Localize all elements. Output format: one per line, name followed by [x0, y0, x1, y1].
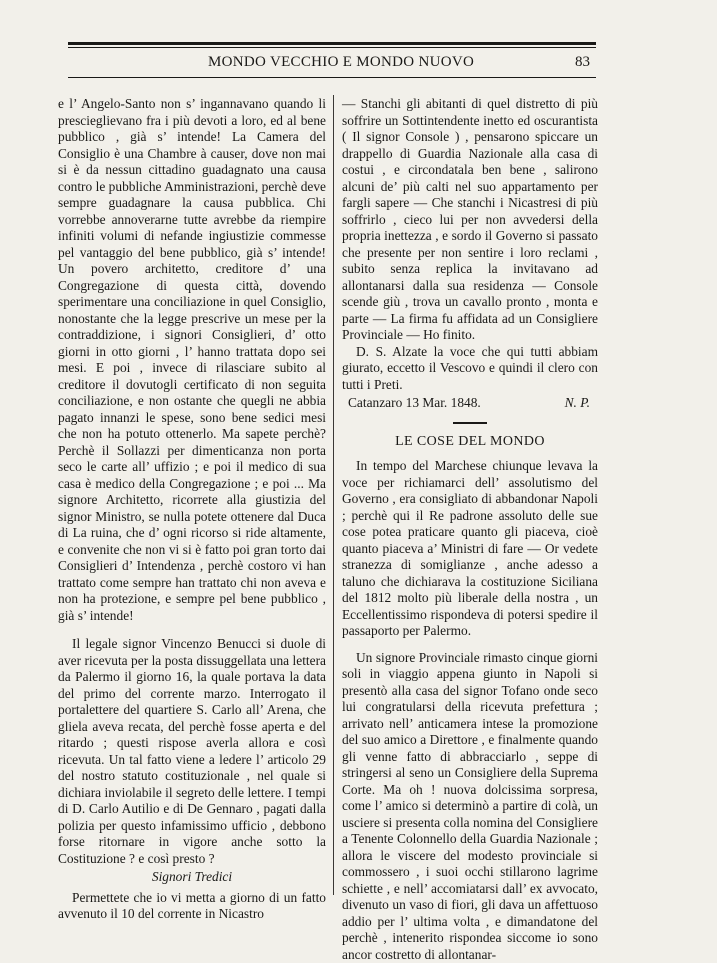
right-paragraph-2: D. S. Alzate la voce che qui tutti abbiam giurato, eccetto il Vescovo e quindi il clero con tutti i Preti. — [342, 344, 598, 394]
page-number: 83 — [575, 54, 590, 71]
left-subheading: Signori Tredici — [58, 869, 326, 886]
header-rule — [68, 77, 596, 78]
signature-line — [348, 395, 590, 412]
top-thin-rule — [68, 47, 596, 48]
column-separator — [333, 95, 334, 895]
top-double-rule — [68, 42, 596, 45]
signature-initials: N. P. — [565, 395, 590, 412]
running-header — [68, 54, 596, 76]
left-paragraph-2: Il legale signor Vincenzo Benucci si duole di aver ricevuta per la posta dissuggellata una lettera da Palermo il giorno 16, la quale portava la data del primo del corrente marzo. Interrogato il portalettere del quartiere S. Carlo all’ Arena, che gliela aveva recata, del perchè fosse aperta e del ritardo ; questi rispose averla allora e così ricevuta. Un tal fatto viene a ledere l’ articolo 29 del nostro statuto costituzionale , nel quale si dichiara inviolabile il segreto delle lettere. I tempi di D. Carlo Autilio e di De Gennaro , pagati dalla polizia per questo infamissimo ufficio , debbono forse ritornare in vigore anche sotto la Costituzione ? e così presto ? — [58, 636, 326, 867]
right-paragraph-3: In tempo del Marchese chiunque levava la voce per richiamarci dell’ assolutismo del Governo , era consigliato di abbandonar Napoli ; perchè qui il Re padrone assoluto delle sue cose potea praticare quanto gli piaceva, cioè quanto piaceva a’ Ministri di fare — Or vedete stranezza di somiglianze , anche adesso a taluno che dichiarava la costituzione Siciliana del 1812 molto più liberale della nostra , un Eccellentissimo rispondeva di potersi spedire il passaporto per Palermo. — [342, 458, 598, 640]
right-column — [342, 96, 598, 963]
right-paragraph-1: — Stanchi gli abitanti di quel distretto di più soffrire un Sottintendente inetto ed oscurantista ( Il signor Console ) , pensarono spiccare un drappello di Guardia Nazionale alla casa di costui , e circondatala ben bene , salirono alcuni de’ più calti nel suo appartamento per fargli sapere — Che stanchi i Nicastresi di più soffrirlo , cieco lui per non avvedersi della propria inettezza , e sordo il Governo si passato che presente per non sentire i loro reclami , subito senza replica la invitavano ad allontanarsi dalla sua residenza — Console scende giù , trova un cavallo pronto , monta e parte — La firma fu affidata ad un Consigliere Provinciale — Ho finito. — [342, 96, 598, 344]
left-column — [58, 96, 326, 923]
section-title: LE COSE DEL MONDO — [342, 434, 598, 451]
section-divider — [453, 422, 487, 424]
left-paragraph-1: e l’ Angelo-Santo non s’ ingannavano quando li prescieglievano fra i più devoti a loro, ed al bene pubblico , già s’ intende! La Camera del Consiglio è una Chambre à causer, dove non mai si è da nessun cittadino guadagnato una causa contro le pubbliche Amministrazioni, perchè deve sempre guadagnare la causa pubblica. Chi vorrebbe annoverarne tutte avrebbe da riempire infiniti volumi di nefande ingiustizie commesse pel vantaggio del bene pubblico, già s’ intende! Un povero architetto, creditore d’ una Congregazione di questa città, dovendo sperimentare una conciliazione in quel Consiglio, nonostante che la legge prescrive un mese per la contraddizione, i signori Consiglieri, d’ otto giorni in otto giorni , l’ hanno trattata dopo sei mesi. E poi , invece di rilasciare subito al creditore il dovutogli certificato di non seguita conciliazione, e non ostante che quegli ne abbia pagato innanzi le spese, sono bene sedici mesi che non ha potuto ottenerlo. Ma sapete perchè? Perchè il Sollazzi per dimenticanza non porta seco le carte all’ uffizio ; e poi il medico di sua casa è medico della Congregazione ; e poi ... Ma signore Architetto, ricorrete alla giustizia del signor Ministro, se nulla potete ottenere dal Duca di La ruina, che d’ ogni ricorso si ride altamente, e convenite che non vi si è fatto poi gran torto dai Consiglieri d’ Intendenza , perchè costoro vi han trattato come sempre han trattato chi non aveva e non ha protezione, e sempre pel bene pubblico , già s’ intende! — [58, 96, 326, 624]
signature-place-date: Catanzaro 13 Mar. 1848. — [348, 395, 481, 412]
left-paragraph-3: Permettete che io vi metta a giorno di un fatto avvenuto il 10 del corrente in Nicastro — [58, 890, 326, 923]
right-paragraph-4: Un signore Provinciale rimasto cinque giorni soli in viaggio appena giunto in Napoli si presentò alla casa del signor Tofano onde seco lui congratularsi della ricevuta prefettura ; arrivato nell’ anticamera intese la promozione del suo amico a Direttore , e finalmente quando gli venne fatto di abbracciarlo , seppe di stringersi al seno un Consigliere della Suprema Corte. Ma oh ! nuova dolcissima sorpresa, come l’ amico si determinò a partire di colà, un usciere si presenta colla nomina del Consigliere a Tenente Colonnello della Guardia Nazionale ; allora le viscere del modesto provinciale si commossero , i suoi occhi stillarono lagrime schiette , e nell’ accomiatarsi dall’ ex avvocato, divenuto un vaso di fiori, gli dava un affettuoso addio per l’ ultima volta , e dimandatone del perchè , intenerito rispondea siccome io sono ancor costretto di allontanar- — [342, 650, 598, 963]
running-title: MONDO VECCHIO E MONDO NUOVO — [208, 54, 474, 71]
